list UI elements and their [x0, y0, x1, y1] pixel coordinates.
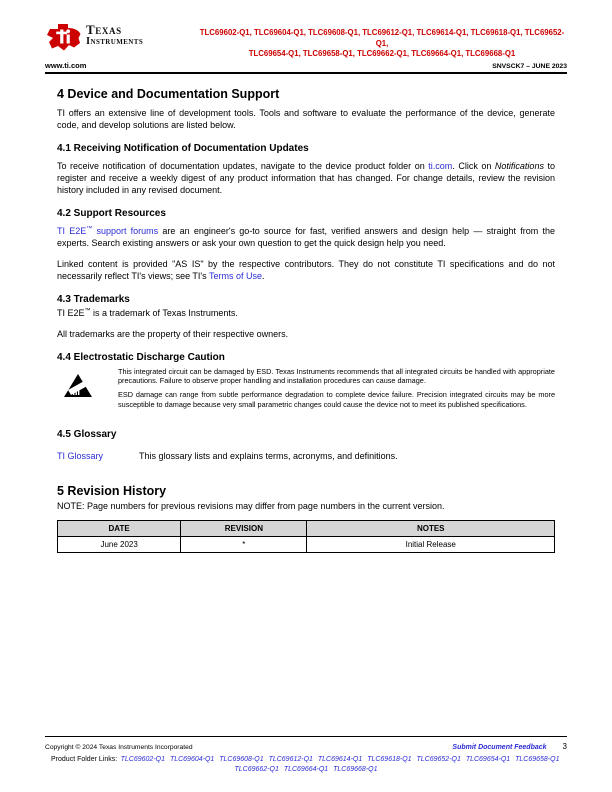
submit-feedback-link[interactable]: Submit Document Feedback	[452, 744, 547, 751]
product-link[interactable]: TLC69658-Q1	[515, 756, 560, 763]
section-4-4-title: 4.4 Electrostatic Discharge Caution	[57, 351, 225, 363]
revision-history-table	[57, 520, 555, 553]
part-numbers-line2: TLC69654-Q1, TLC69658-Q1, TLC69662-Q1, TLC69664-Q1, TLC69668-Q1	[248, 49, 516, 58]
table-header-row	[58, 521, 555, 537]
cell-date: June 2023	[58, 537, 181, 553]
notifications-italic: Notifications	[494, 160, 544, 171]
trademark-symbol: ™	[86, 225, 93, 232]
terms-of-use-link[interactable]: Terms of Use	[209, 270, 263, 281]
product-link[interactable]: TLC69612-Q1	[268, 756, 313, 763]
section-4-2-title: 4.2 Support Resources	[57, 207, 166, 219]
product-link[interactable]: TLC69608-Q1	[219, 756, 264, 763]
trademark-symbol: ™	[84, 307, 91, 314]
page-content	[57, 87, 555, 554]
cell-notes: Initial Release	[307, 537, 555, 553]
ti-website-link[interactable]: www.ti.com	[45, 60, 87, 70]
esd-caution-block	[57, 367, 555, 414]
trademark-line-1: TI E2E™ is a trademark of Texas Instruments.	[57, 307, 238, 318]
product-link[interactable]: TLC69614-Q1	[317, 756, 363, 763]
part-numbers-line1: TLC69602-Q1, TLC69604-Q1, TLC69608-Q1, TLC69612-Q1, TLC69614-Q1, TLC69618-Q1, TLC69652-Q1,	[199, 28, 565, 48]
product-link[interactable]: TLC69654-Q1	[465, 756, 511, 763]
section-4-3-title: 4.3 Trademarks	[57, 293, 130, 305]
brand-name	[86, 23, 143, 47]
column-header-revision: REVISION	[181, 521, 307, 537]
product-link[interactable]: TLC69664-Q1	[283, 766, 329, 773]
header-divider	[45, 72, 567, 74]
product-link[interactable]: TLC69602-Q1	[120, 756, 165, 763]
esd-paragraph-1: This integrated circuit can be damaged by ESD. Texas Instruments recommends that all integrated circuits be handled with appropriate precautions. Failure to observe proper handling and installation procedures can cause damage.	[118, 366, 555, 386]
document-code: SNVSCK7 – JUNE 2023	[492, 62, 567, 70]
ti-glossary-link[interactable]: TI Glossary	[57, 451, 104, 462]
esd-caution-text	[118, 367, 555, 414]
product-link[interactable]: TLC69604-Q1	[169, 756, 215, 763]
ti-brand	[45, 23, 197, 57]
section-5-title: 5 Revision History	[57, 484, 167, 499]
page-header	[0, 0, 612, 74]
e2e-forums-link[interactable]: TI E2E™ support forums	[57, 225, 159, 236]
ti-logo-icon	[45, 23, 82, 57]
section-4-2-paragraph-1: TI E2E™ support forums are an engineer's go-to source for fast, verified answers and design help — straight from the experts. Search existing answers or ask your own question to get the quick design help you need.	[57, 225, 555, 248]
section-4-title: 4 Device and Documentation Support	[57, 86, 280, 101]
product-link[interactable]: TLC69652-Q1	[416, 756, 461, 763]
cell-revision: *	[181, 537, 307, 553]
column-header-date: DATE	[58, 521, 181, 537]
product-link[interactable]: TLC69668-Q1	[333, 766, 378, 773]
glossary-description: This glossary lists and explains terms, acronyms, and definitions.	[139, 451, 398, 462]
section-4-1-title: 4.1 Receiving Notification of Documentation Updates	[57, 142, 309, 154]
product-link[interactable]: TLC69662-Q1	[234, 766, 279, 773]
trademark-line-2: All trademarks are the property of their respective owners.	[57, 328, 289, 339]
brand-name-line2: Instruments	[86, 36, 144, 47]
page-footer	[45, 736, 567, 775]
esd-warning-icon	[60, 373, 96, 414]
page-number: 3	[562, 742, 567, 751]
section-4-intro: TI offers an extensive line of development tools. Tools and software to evaluate the performance of the device, generate code, and develop solutions are listed below.	[57, 107, 555, 130]
column-header-notes: NOTES	[307, 521, 555, 537]
section-4-2-paragraph-2: Linked content is provided "AS IS" by the respective contributors. They do not constitute TI specifications and do not necessarily reflect TI's views; see TI's Terms of Use.	[57, 258, 555, 281]
brand-name-line1: Texas	[86, 22, 122, 37]
glossary-row	[57, 450, 555, 462]
esd-paragraph-2: ESD damage can range from subtle performance degradation to complete device failure. Precision integrated circuits may be more susceptible to damage because very small parametric changes could cause the device not to meet its published specifications.	[118, 389, 555, 409]
revision-note: NOTE: Page numbers for previous revisions may differ from page numbers in the current version.	[57, 501, 445, 512]
product-link[interactable]: TLC69618-Q1	[367, 756, 412, 763]
header-part-numbers	[197, 23, 567, 60]
copyright-notice: Copyright © 2024 Texas Instruments Incorporated	[45, 744, 193, 751]
table-row	[58, 537, 555, 553]
product-folder-links	[45, 755, 567, 775]
product-folder-label: Product Folder Links:	[51, 756, 118, 763]
section-4-1-paragraph: To receive notification of documentation updates, navigate to the device product folder on ti.com. Click on Notifications to register and receive a weekly digest of any product information that has changed. For change details, review the revision history included in any revised document.	[57, 160, 555, 195]
section-4-5-title: 4.5 Glossary	[57, 429, 117, 441]
ti-com-link[interactable]: ti.com	[428, 160, 453, 171]
